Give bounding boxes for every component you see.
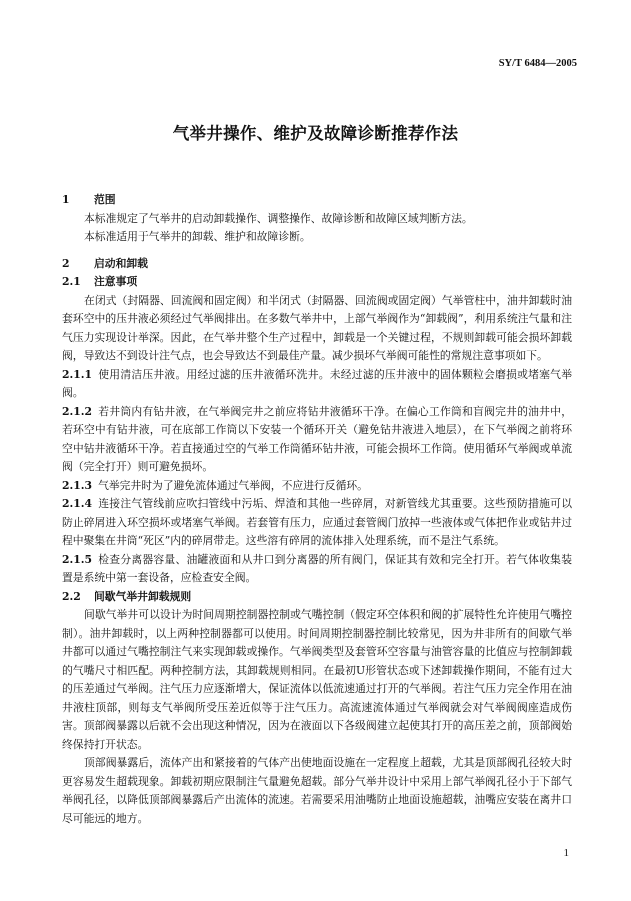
section-title: 注意事项 — [94, 275, 138, 288]
section-number: 2.1 — [62, 275, 81, 288]
clause-2-1-2 — [62, 403, 572, 477]
standard-number: SY/T 6484—2005 — [498, 58, 577, 69]
paragraph: 间歇气举井可以设计为时间周期控制器控制或气嘴控制（假定环空体积和阀的扩展特性允许使用气嘴控制）。油井卸载时，以上两种控制器都可以使用。时间周期控制器控制比较常见，因为井非所有的间歇气举井都可以通过气嘴控制注气来实现卸载或操作。气举阀类型及套管环空容量与油管容量的比值应与控制卸载的气嘴尺寸相匹配。两种控制方法，其卸载规则相同。在最初U形管状态或下述卸载操作期间，不能有过大的压差通过气举阀。注气压力应逐渐增大，保证流体以低流速通过打开的气举阀。若注气压力完全作用在油井液柱顶部，则每支气举阀所受压差近似等于注气压力。高流速流体通过气举阀就会对气举阀阀座造成伤害。顶部阀暴露以后就不会出现这种情况，因为在液面以下各级阀建立起使其打开的高压差之前，顶部阀始终保持打开状态。 — [62, 608, 572, 751]
clause-number: 2.1.1 — [62, 367, 93, 381]
clause-text: 气举完井时为了避免流体通过气举阀，不应进行反循环。 — [98, 478, 368, 492]
paragraph: 在闭式（封隔器、回流阀和固定阀）和半闭式（封隔器、回流阀或固定阀）气举管柱中，油井卸载时油套环空中的压井液必须经过气举阀排出。在多数气举井中，上部气举阀作为“卸载阀”，利用系统注气量和注气压力实现设计举深。因此，在气举井整个生产过程中，卸载是一个关键过程，不规则卸载可能会损坏卸载阀，导致达不到设计注气点，也会导致达不到最佳产量。减少损坏气举阀可能性的常规注意事项如下。 — [62, 293, 572, 362]
clause-text: 连接注气管线前应吹扫管线中污垢、焊渣和其他一些碎屑，对新管线尤其重要。这些预防措施可以防止碎屑进入环空损坏或堵塞气举阀。若套管有压力，应通过套管阀门放掉一些液体或气体把作业或钻井过程中聚集在井筒“死区”内的碎屑带走。这些溶有碎屑的流体排入处理系统，而不是注气系统。 — [62, 497, 572, 547]
clause-text: 检查分离器容量、油罐液面和从井口到分离器的所有阀门，保证其有效和完全打开。若气体收集装置是系统中第一套设备，应检查安全阀。 — [62, 552, 572, 584]
section-heading-startup — [62, 255, 572, 274]
subsection-heading-precautions — [62, 273, 572, 292]
clause-2-1-3 — [62, 477, 572, 496]
clause-2-1-4 — [62, 495, 572, 551]
clause-text: 若井筒内有钻井液，在气举阀完井之前应将钻井液循环干净。在偏心工作筒和盲阀完井的油井中，若环空中有钻井液，可在底部工作筒以下安装一个循环开关（避免钻井液进入地层），在下气举阀之前将环空中钻井液循环干净。若直接通过空的气举工作筒循环钻井液，可能会损坏工作筒。使用循环气举阀或单流阀（完全打开）则可避免损坏。 — [62, 404, 572, 473]
page-number: 1 — [563, 847, 569, 859]
clause-2-1-5 — [62, 551, 572, 588]
clause-number: 2.1.4 — [62, 497, 93, 510]
page-title: 气举井操作、维护及故障诊断推荐作法 — [172, 124, 459, 143]
section-title: 启动和卸载 — [94, 256, 148, 270]
paragraph: 顶部阀暴露后，流体产出和紧接着的气体产出使地面设施在一定程度上超载，尤其是顶部阀孔径较大时更容易发生超载现象。卸载初期应限制注气量避免超载。部分气举井设计中采用上部气举阀孔径小于下部气举阀孔径，以降低顶部阀暴露后产出流体的流速。若需要采用油嘴防止地面设施超载，油嘴应安装在离井口尽可能远的地方。 — [62, 756, 572, 825]
paragraph: 本标准规定了气举井的启动卸载操作、调整操作、故障诊断和故障区域判断方法。 — [84, 211, 473, 225]
subsection-heading-intermittent — [62, 588, 572, 607]
clause-number: 2.1.2 — [62, 404, 93, 418]
section-title: 间歇气举井卸载规则 — [94, 589, 192, 603]
paragraph: 本标准适用于气举井的卸载、维护和故障诊断。 — [84, 230, 311, 243]
clause-2-1-1 — [62, 366, 572, 403]
clause-text: 使用清洁压井液。用经过滤的压井液循环洗井。未经过滤的压井液中的固体颗粒会磨损或堵塞气举阀。 — [62, 367, 572, 399]
section-number: 1 — [62, 193, 70, 206]
section-number: 2.2 — [62, 589, 81, 603]
document-body — [62, 183, 572, 828]
section-number: 2 — [62, 256, 70, 270]
section-heading-scope — [62, 191, 572, 210]
section-title: 范围 — [94, 193, 116, 206]
clause-number: 2.1.5 — [62, 552, 93, 566]
clause-number: 2.1.3 — [62, 478, 93, 492]
